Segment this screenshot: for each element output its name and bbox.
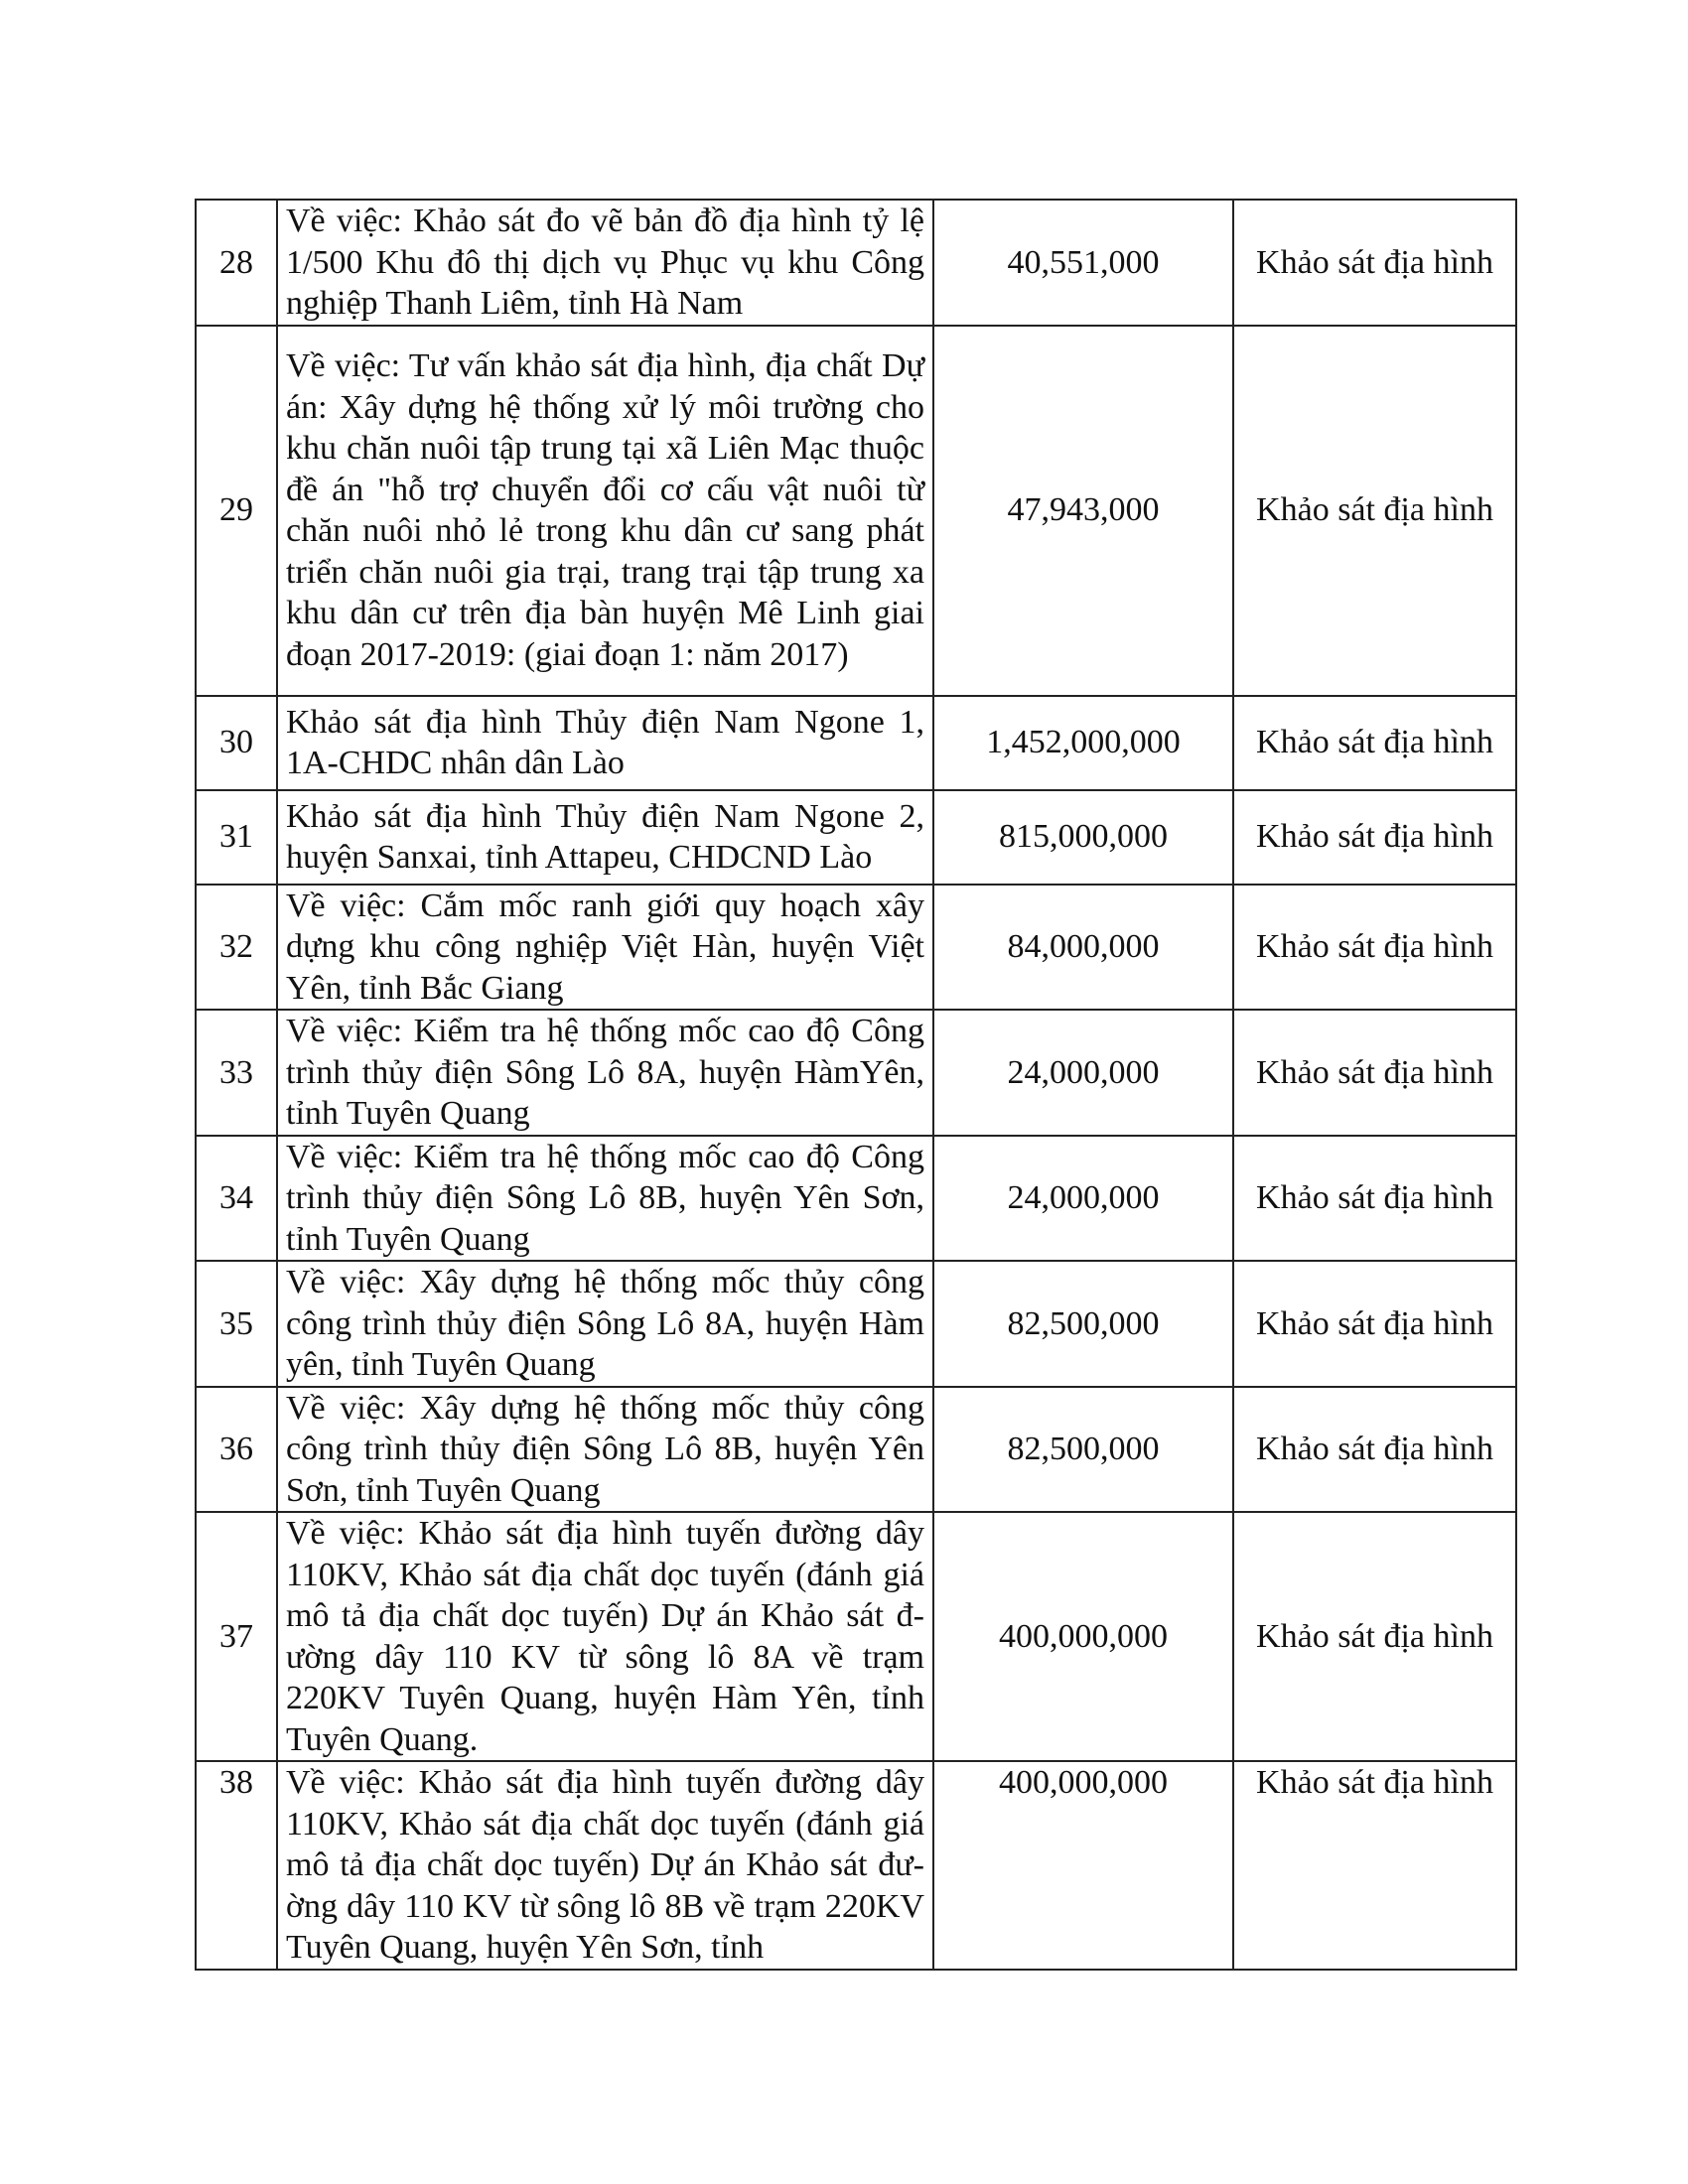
work-type: Khảo sát địa hình xyxy=(1233,200,1516,326)
table-row xyxy=(196,696,1516,790)
row-number: 28 xyxy=(196,200,277,326)
table-row xyxy=(196,1261,1516,1387)
row-number: 38 xyxy=(196,1761,277,1970)
work-type: Khảo sát địa hình xyxy=(1233,326,1516,696)
contract-value: 1,452,000,000 xyxy=(933,696,1233,790)
row-number: 31 xyxy=(196,790,277,885)
work-type: Khảo sát địa hình xyxy=(1233,1387,1516,1513)
row-number: 34 xyxy=(196,1136,277,1262)
contract-value: 24,000,000 xyxy=(933,1010,1233,1136)
table-row xyxy=(196,326,1516,696)
row-number: 37 xyxy=(196,1512,277,1761)
contract-description: Khảo sát địa hình Thủy điện Nam Ngone 2, huyện Sanxai, tỉnh Attapeu, CHDCND Lào xyxy=(277,790,933,885)
work-type: Khảo sát địa hình xyxy=(1233,885,1516,1011)
contract-description: Về việc: Khảo sát địa hình tuyến đường dây 110KV, Khảo sát địa chất dọc tuyến (đánh giá mô tả địa chất dọc tuyến) Dự án Khảo sát đư- ờng dây 110 KV từ sông lô 8B về trạm 220KV Tuyên Quang, huyện Yên Sơn, tỉnh xyxy=(277,1761,933,1970)
row-number: 33 xyxy=(196,1010,277,1136)
work-type: Khảo sát địa hình xyxy=(1233,696,1516,790)
work-type: Khảo sát địa hình xyxy=(1233,1512,1516,1761)
contract-value: 84,000,000 xyxy=(933,885,1233,1011)
work-type: Khảo sát địa hình xyxy=(1233,1761,1516,1970)
row-number: 36 xyxy=(196,1387,277,1513)
contract-value: 400,000,000 xyxy=(933,1512,1233,1761)
table-row xyxy=(196,1010,1516,1136)
work-type: Khảo sát địa hình xyxy=(1233,1136,1516,1262)
contract-description: Về việc: Khảo sát đo vẽ bản đồ địa hình tỷ lệ 1/500 Khu đô thị dịch vụ Phục vụ khu Công nghiệp Thanh Liêm, tỉnh Hà Nam xyxy=(277,200,933,326)
contract-value: 47,943,000 xyxy=(933,326,1233,696)
contract-description: Về việc: Tư vấn khảo sát địa hình, địa chất Dự án: Xây dựng hệ thống xử lý môi trường cho khu chăn nuôi tập trung tại xã Liên Mạc thuộc đề án "hỗ trợ chuyển đổi cơ cấu vật nuôi từ chăn nuôi nhỏ lẻ trong khu dân cư sang phát triển chăn nuôi gia trại, trang trại tập trung xa khu dân cư trên địa bàn huyện Mê Linh giai đoạn 2017-2019: (giai đoạn 1: năm 2017) xyxy=(277,326,933,696)
work-type: Khảo sát địa hình xyxy=(1233,1261,1516,1387)
contract-value: 24,000,000 xyxy=(933,1136,1233,1262)
table-row xyxy=(196,1136,1516,1262)
contract-value: 82,500,000 xyxy=(933,1387,1233,1513)
row-number: 29 xyxy=(196,326,277,696)
contract-description: Về việc: Xây dựng hệ thống mốc thủy công công trình thủy điện Sông Lô 8B, huyện Yên Sơn, tỉnh Tuyên Quang xyxy=(277,1387,933,1513)
row-number: 30 xyxy=(196,696,277,790)
contract-description: Về việc: Kiểm tra hệ thống mốc cao độ Công trình thủy điện Sông Lô 8B, huyện Yên Sơn, tỉnh Tuyên Quang xyxy=(277,1136,933,1262)
contract-description: Về việc: Khảo sát địa hình tuyến đường dây 110KV, Khảo sát địa chất dọc tuyến (đánh giá mô tả địa chất dọc tuyến) Dự án Khảo sát đ- ường dây 110 KV từ sông lô 8A về trạm 220KV Tuyên Quang, huyện Hàm Yên, tỉnh Tuyên Quang. xyxy=(277,1512,933,1761)
contract-value: 400,000,000 xyxy=(933,1761,1233,1970)
contract-value: 82,500,000 xyxy=(933,1261,1233,1387)
contract-value: 815,000,000 xyxy=(933,790,1233,885)
row-number: 32 xyxy=(196,885,277,1011)
table-row xyxy=(196,1387,1516,1513)
contract-value: 40,551,000 xyxy=(933,200,1233,326)
table-row xyxy=(196,1512,1516,1761)
row-number: 35 xyxy=(196,1261,277,1387)
table-row xyxy=(196,1761,1516,1970)
contract-description: Về việc: Xây dựng hệ thống mốc thủy công công trình thủy điện Sông Lô 8A, huyện Hàm yên, tỉnh Tuyên Quang xyxy=(277,1261,933,1387)
table-row xyxy=(196,200,1516,326)
contract-description: Về việc: Kiểm tra hệ thống mốc cao độ Công trình thủy điện Sông Lô 8A, huyện HàmYên, tỉnh Tuyên Quang xyxy=(277,1010,933,1136)
work-type: Khảo sát địa hình xyxy=(1233,790,1516,885)
table-row xyxy=(196,790,1516,885)
contract-description: Khảo sát địa hình Thủy điện Nam Ngone 1, 1A-CHDC nhân dân Lào xyxy=(277,696,933,790)
contract-description: Về việc: Cắm mốc ranh giới quy hoạch xây dựng khu công nghiệp Việt Hàn, huyện Việt Yên, tỉnh Bắc Giang xyxy=(277,885,933,1011)
contracts-table xyxy=(195,199,1517,1971)
work-type: Khảo sát địa hình xyxy=(1233,1010,1516,1136)
table-row xyxy=(196,885,1516,1011)
